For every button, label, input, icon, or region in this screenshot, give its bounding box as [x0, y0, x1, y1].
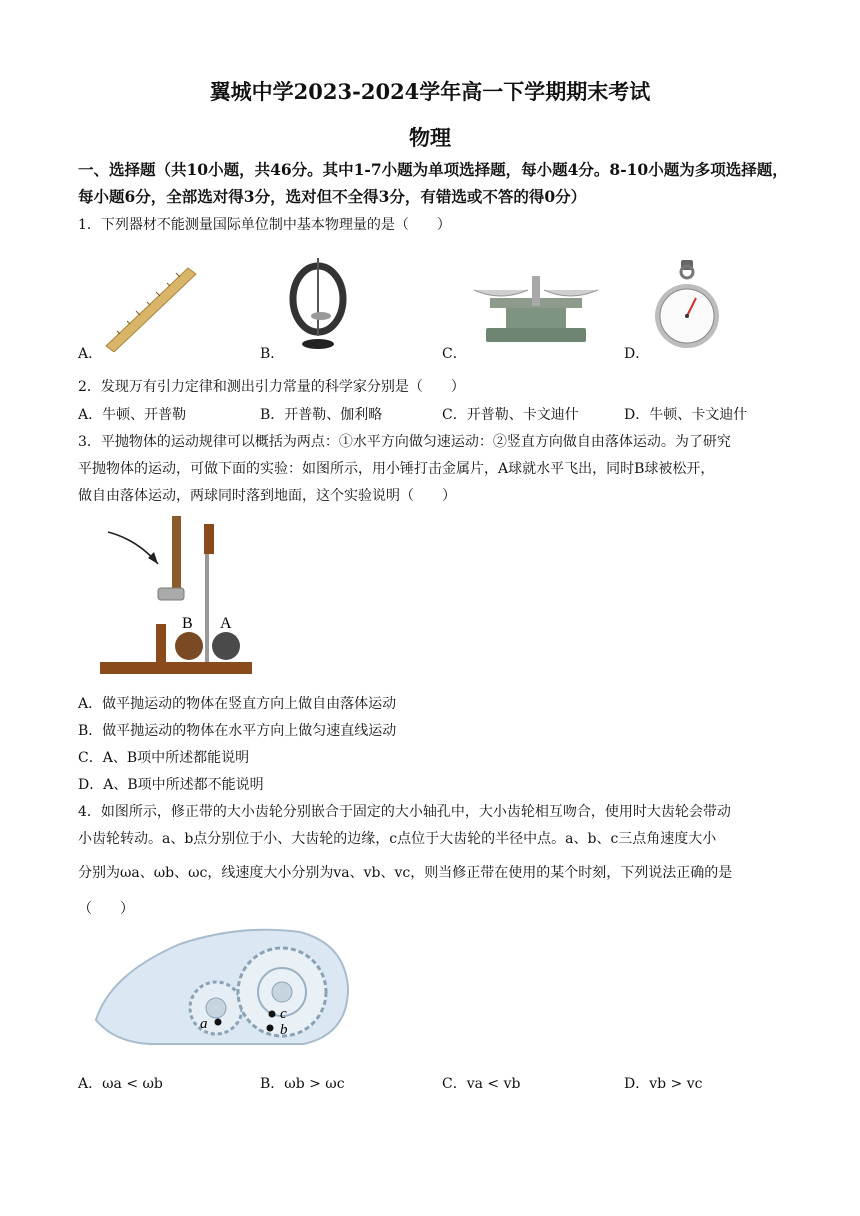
q4-stem-line1: 4．如图所示，修正带的大小齿轮分别嵌合于固定的大小轴孔中，大小齿轮相互吻合，使用时大齿轮会带动: [78, 804, 731, 820]
q3-stem-line1: 3．平抛物体的运动规律可以概括为两点：①水平方向做匀速运动：②竖直方向做自由落体运动。为了研究: [78, 434, 731, 450]
point-b-label: b: [280, 1022, 288, 1038]
q3-option-b: B．做平抛运动的物体在水平方向上做匀速直线运动: [78, 723, 397, 739]
q2-option-d: D．牛顿、卡文迪什: [624, 407, 748, 423]
point-a-label: a: [200, 1016, 208, 1032]
q4-option-b: B．ωb > ωc: [260, 1076, 345, 1092]
q2-option-c: C．开普勒、卡文迪什: [442, 407, 579, 423]
q4-stem-line4: （ ）: [78, 901, 134, 917]
subject-title: 物理: [409, 125, 451, 150]
ball-a-label: A: [220, 615, 232, 632]
q4-stem-line2: 小齿轮转动。a、b点分别位于小、大齿轮的边缘，c点位于大齿轮的半径中点。a、b、c三点角速度大小: [78, 831, 717, 847]
q4-option-c: C．va < vb: [442, 1076, 521, 1092]
q2-option-a: A．牛顿、开普勒: [78, 407, 187, 423]
q3-option-c: C．A、B项中所述都能说明: [78, 750, 250, 766]
q1-option-c: C．: [442, 346, 467, 362]
page-title: 翼城中学2023-2024学年高一下学期期末考试: [209, 79, 651, 104]
q3-stem-line3: 做自由落体运动，两球同时落到地面，这个实验说明（ ）: [78, 488, 456, 504]
q3-option-d: D．A、B项中所述都不能说明: [78, 777, 264, 793]
ruler-image: [100, 262, 200, 352]
q4-option-a: A．ωa < ωb: [78, 1076, 163, 1092]
point-c-label: c: [280, 1006, 287, 1022]
gyroscope-image: [283, 254, 353, 354]
q1-option-a: A．: [78, 346, 103, 362]
q1-option-d: D．: [624, 346, 650, 362]
q1-stem: 1．下列器材不能测量国际单位制中基本物理量的是（ ）: [78, 217, 451, 233]
q2-stem: 2．发现万有引力定律和测出引力常量的科学家分别是（ ）: [78, 379, 465, 395]
ball-b-label: B: [182, 615, 193, 632]
projectile-experiment-figure: [96, 512, 256, 680]
q3-stem-line2: 平抛物体的运动，可做下面的实验：如图所示，用小锤打击金属片，A球就水平飞出，同时B球被松开，: [78, 461, 715, 477]
q4-stem-line3: 分别为ωa、ωb、ωc，线速度大小分别为va、vb、vc，则当修正带在使用的某个时刻，下列说法正确的是: [78, 865, 733, 881]
correction-tape-figure: [90, 924, 352, 1054]
q1-option-b: B．: [260, 346, 285, 362]
section-heading: 一、选择题（共10小题，共46分。其中1-7小题为单项选择题，每小题4分。8-10小题为多项选择题，每小题6分，全部选对得3分，选对但不全得3分，有错选或不答的得0分）: [78, 160, 788, 206]
q2-option-b: B．开普勒、伽利略: [260, 407, 383, 423]
balance-scale-image: [470, 268, 602, 346]
stopwatch-image: [652, 258, 722, 354]
q3-option-a: A．做平抛运动的物体在竖直方向上做自由落体运动: [78, 696, 397, 712]
q4-option-d: D．vb > vc: [624, 1076, 703, 1092]
